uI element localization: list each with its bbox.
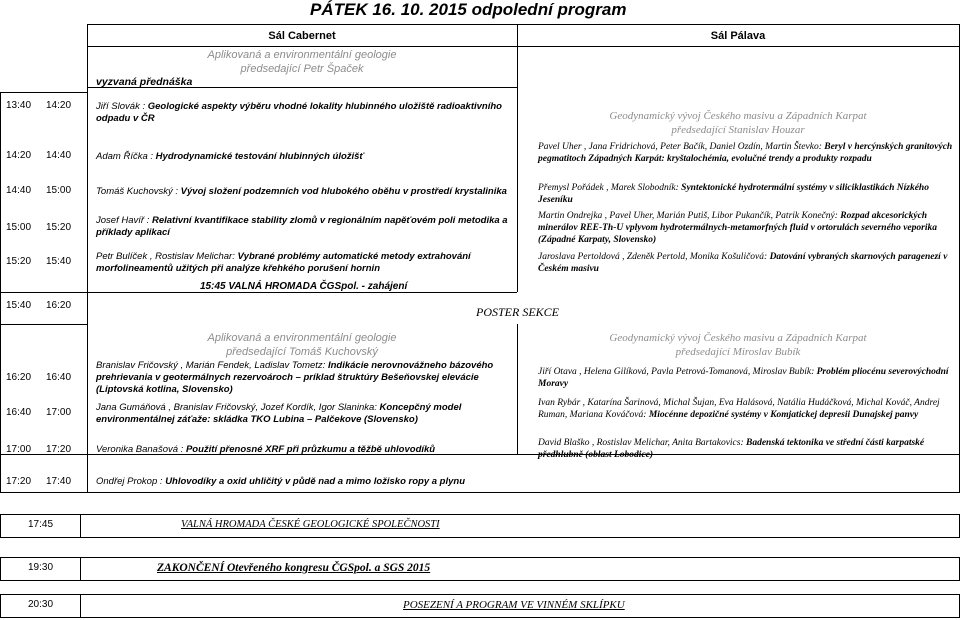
session-chair-right-2: předsedající Miroslav Bubík — [675, 346, 801, 358]
session-topic-left-2: Aplikovaná a environmentální geologie — [207, 332, 397, 344]
time-end: 15:40 — [46, 256, 72, 267]
session-chair-left-1: předsedající Petr Špaček — [240, 63, 364, 75]
event-time: 17:45 — [27, 519, 54, 530]
talk-entry-right: Přemysl Pořádek , Marek Slobodník: Syntektonické hydrotermální systémy v siliciklastikách Nízkého Jeseníku — [538, 183, 929, 205]
session-chair-left-2: předsedající Tomáš Kuchovský — [226, 346, 378, 358]
talk-entry-right: Jaroslava Pertoldová , Zdeněk Pertold, Monika Košuličová: Datování vybraných skarnových paragenezí v Českém masivu — [538, 252, 948, 274]
talk-entry: Jiří Slovák : Geologické aspekty výběru vhodné lokality hlubinného uložiště radioaktivního odpadu v ČR — [96, 101, 502, 124]
time-end: 14:40 — [46, 150, 72, 161]
time-end: 17:40 — [46, 476, 72, 487]
time-end: 15:20 — [46, 222, 72, 233]
time-start: 14:40 — [6, 185, 32, 196]
talk-entry-right: Ivan Rybár , Katarína Šarinová, Michal Šujan, Eva Halásová, Natália Hudáčková, Michal Kováč, Andrej Ruman, Mariana Kováčová: Miocénne depozičné systémy v Komjatickej depresii Dunajskej panvy — [538, 398, 940, 420]
talk-entry: Ondřej Prokop : Uhlovodíky a oxid uhličitý v půdě nad a mimo ložisko ropy a plynu — [96, 476, 466, 487]
talk-entry: Josef Havíř : Relativní kvantifikace stability zlomů v regionálním napěťovém poli metodika a příklady aplikací — [96, 215, 508, 238]
talk-entry: Branislav Fričovský , Marián Fendek, Ladislav Tometz: Indikácie nerovnovážneho bázového prehrievania v geotermálnych rezervoároch – príklad štruktúry Bešeňovskej elevácie (Liptovská kotlina, Slovensko) — [96, 360, 494, 395]
time-end: 14:20 — [46, 100, 72, 111]
time-start: 17:20 — [6, 476, 32, 487]
event-row — [0, 594, 960, 618]
talk-entry: Petr Bulíček , Rostislav Melichar: Vybrané problémy automatické metody extrahování morfolineamentů užitých při analýze křehkého porušení hornin — [96, 251, 471, 274]
time-start: 15:00 — [6, 222, 32, 233]
invited-lecture-label: vyzvaná přednáška — [96, 76, 193, 88]
event-label: POSEZENÍ A PROGRAM VE VINNÉM SKLÍPKU — [403, 599, 625, 611]
talk-entry-right: Jiří Otava , Helena Gilíková, Pavla Petrová-Tomanová, Miroslav Bubík: Problém pliocénu severovýchodní Moravy — [538, 367, 949, 389]
talk-entry-right: Martin Ondrejka , Pavel Uher, Marián Putiš, Libor Pukančík, Patrik Konečný: Rozpad akcesorických minerálov REE-Th-U vplyvom hydrotermálnych-metamorfných fluid v ortorulách severného veporika (Západné Karpaty, Slovensko) — [538, 211, 937, 245]
time-start: 13:40 — [6, 100, 32, 111]
general-assembly-start: 15:45 VALNÁ HROMADA ČGSpol. - zahájení — [200, 281, 408, 292]
time-start: 16:40 — [6, 407, 32, 418]
session-topic-right-2: Geodynamický vývoj Českého masivu a Západních Karpat — [609, 332, 867, 344]
poster-section: POSTER SEKCE — [476, 305, 559, 319]
talk-entry: Veronika Banašová : Použití přenosné XRF při průzkumu a těžbě uhlovodíků — [96, 444, 436, 455]
event-label: ZAKONČENÍ Otevřeného kongresu ČGSpol. a SGS 2015 — [157, 562, 431, 574]
session-topic-left-1: Aplikovaná a environmentální geologie — [207, 49, 397, 61]
time-start: 17:00 — [6, 444, 32, 455]
event-time: 19:30 — [27, 562, 54, 573]
hall-palava: Sál Pálava — [710, 30, 766, 42]
talk-entry-right: David Blaško , Rostislav Melichar, Anita Bartakovics: Badenská tektonika ve střední části karpatské předhlubně (oblast Lobodice) — [538, 438, 925, 460]
time-end: 17:20 — [46, 444, 72, 455]
session-topic-right-1: Geodynamický vývoj Českého masivu a Západních Karpat — [609, 110, 867, 122]
event-row — [0, 557, 960, 581]
session-chair-right-1: předsedající Stanislav Houzar — [671, 124, 805, 136]
talk-entry-right: Pavel Uher , Jana Fridrichová, Peter Bačík, Daniel Ozdín, Martin Števko: Beryl v hercýnských granitových pegmatitoch Západných Karpát: kryštalochémia, evolučné trendy a produkty rozpadu — [538, 142, 953, 164]
hall-cabernet: Sál Cabernet — [268, 30, 336, 42]
time-start: 16:20 — [6, 372, 32, 383]
time-end: 15:00 — [46, 185, 72, 196]
page-title: PÁTEK 16. 10. 2015 odpolední program — [310, 0, 627, 19]
time-start: 15:40 — [6, 300, 32, 311]
talk-entry: Tomáš Kuchovský : Vývoj složení podzemních vod hlubokého oběhu v prostředí krystalinika — [96, 186, 507, 197]
event-label: VALNÁ HROMADA ČESKÉ GEOLOGICKÉ SPOLEČNOSTI — [181, 519, 440, 530]
event-time: 20:30 — [27, 599, 54, 610]
talk-entry: Adam Říčka : Hydrodynamické testování hlubinných úložišť — [96, 151, 364, 162]
time-start: 14:20 — [6, 150, 32, 161]
time-start: 15:20 — [6, 256, 32, 267]
time-end: 16:20 — [46, 300, 72, 311]
time-end: 17:00 — [46, 407, 72, 418]
event-row — [0, 514, 960, 538]
talk-entry: Jana Gumáňová , Branislav Fričovský, Jozef Kordík, Igor Slaninka: Koncepčný model environmentálnej záťaže: skládka TKO Lubina – Palčekove (Slovensko) — [96, 402, 462, 425]
time-end: 16:40 — [46, 372, 72, 383]
